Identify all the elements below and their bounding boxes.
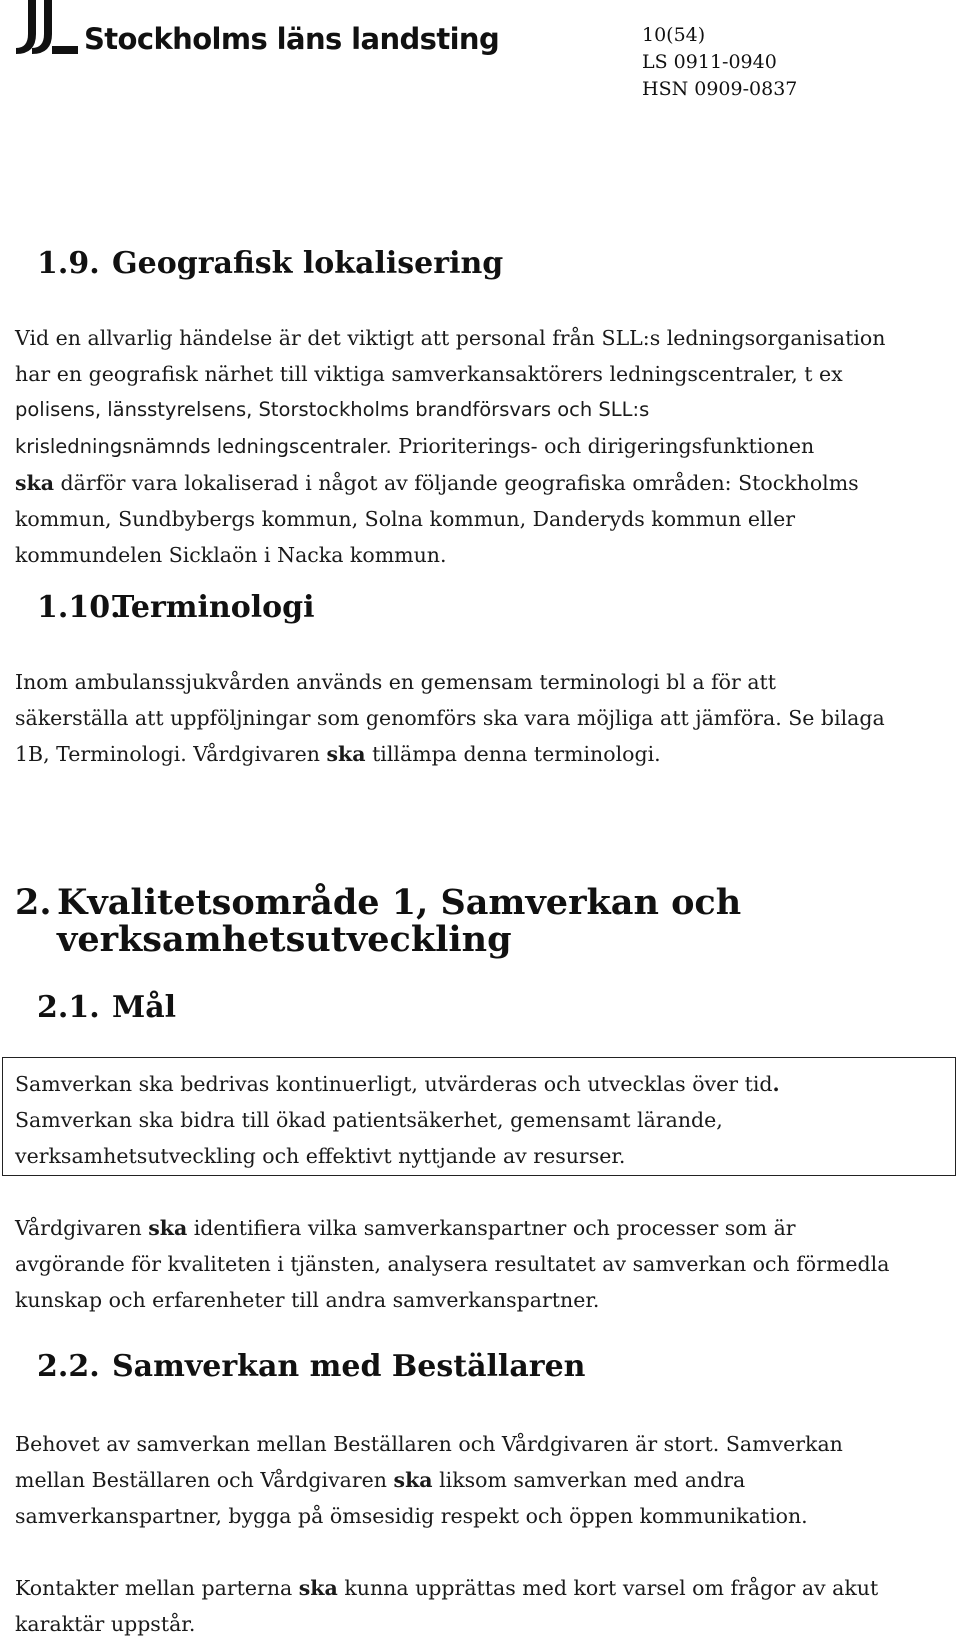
text-line: Samverkan ska bidra till ökad patientsäkerhet, gemensamt lärande, — [15, 1108, 723, 1132]
text-line: har en geografisk närhet till viktiga samverkansaktörers ledningscentraler, t ex — [15, 362, 843, 386]
text-segment: kunna upprättas med kort varsel om frågor av akut — [337, 1576, 879, 1600]
text-segment: därför vara lokaliserad i något av följande geografiska områden: Stockholms — [54, 471, 859, 495]
text-segment: Kontakter mellan parterna — [15, 1576, 299, 1600]
heading-number: 1.10. — [37, 590, 121, 625]
text-line: Inom ambulanssjukvården används en gemensam terminologi bl a för att — [15, 670, 777, 694]
text-segment: Vårdgivaren — [15, 1216, 149, 1240]
text-segment: . — [772, 1072, 780, 1096]
text-line: kommun, Sundbybergs kommun, Solna kommun, Danderyds kommun eller — [15, 507, 796, 531]
heading-number: 2.1. — [37, 990, 100, 1025]
paragraph-1-9 — [15, 320, 945, 573]
paragraph-2-1 — [15, 1210, 945, 1318]
text-line: verksamhetsutveckling och effektivt nyttjande av resurser. — [15, 1144, 626, 1168]
text-line: Behovet av samverkan mellan Beställaren och Vårdgivaren är stort. Samverkan — [15, 1432, 843, 1456]
text-segment: liksom samverkan med andra — [432, 1468, 746, 1492]
text-segment: identifiera vilka samverkanspartner och processer som är — [187, 1216, 796, 1240]
text-line: polisens, länsstyrelsens, Storstockholms brandförsvars och SLL:s — [15, 398, 650, 421]
org-name: Stockholms läns landsting — [84, 22, 500, 56]
text-line: samverkanspartner, bygga på ömsesidig respekt och öppen kommunikation. — [15, 1504, 808, 1528]
heading-title: Geografisk lokalisering — [112, 246, 504, 281]
emphasis-ska: ska — [298, 1576, 338, 1600]
emphasis-ska: ska — [326, 742, 366, 766]
heading-title: Terminologi — [112, 590, 315, 625]
text-line: karaktär uppstår. — [15, 1612, 196, 1636]
text-segment: tillämpa denna terminologi. — [365, 742, 661, 766]
text-line: krisledningsnämnds ledningscentraler. — [15, 435, 392, 458]
text-segment: mellan Beställaren och Vårdgivaren — [15, 1468, 394, 1492]
text-line: avgörande för kvaliteten i tjänsten, analysera resultatet av samverkan och förmedla — [15, 1252, 890, 1276]
paragraph-2-2-a — [15, 1426, 945, 1534]
paragraph-1-10 — [15, 664, 945, 772]
paragraph-2-2-b — [15, 1570, 945, 1642]
text-line: kunskap och erfarenheter till andra samverkanspartner. — [15, 1288, 600, 1312]
emphasis-ska: ska — [148, 1216, 188, 1240]
text-segment: Samverkan ska bedrivas kontinuerligt, utvärderas och utvecklas över tid — [15, 1072, 773, 1096]
heading-title: Samverkan med Beställaren — [112, 1349, 586, 1384]
heading-number: 1.9. — [37, 246, 100, 281]
page-number: 10(54) — [642, 24, 706, 46]
text-segment: 1B, Terminologi. Vårdgivaren — [15, 742, 327, 766]
goal-box-text — [15, 1066, 945, 1174]
emphasis-ska: ska — [393, 1468, 433, 1492]
sll-emblem-icon — [14, 0, 78, 56]
text-segment: Prioriterings- och dirigeringsfunktionen — [391, 434, 815, 458]
text-line: Vid en allvarlig händelse är det viktigt att personal från SLL:s ledningsorganisation — [15, 326, 886, 350]
heading-title-line: verksamhetsutveckling — [57, 919, 512, 960]
heading-title: Mål — [112, 990, 177, 1025]
emphasis-ska: ska — [15, 471, 55, 495]
text-line: kommundelen Sicklaön i Nacka kommun. — [15, 543, 447, 567]
heading-number: 2. — [15, 882, 52, 923]
heading-number: 2.2. — [37, 1349, 100, 1384]
heading-title-line: Kvalitetsområde 1, Samverkan och — [57, 882, 742, 923]
document-info — [642, 22, 797, 103]
sll-logo — [14, 0, 500, 66]
text-line: säkerställa att uppföljningar som genomförs ska vara möjliga att jämföra. Se bilaga — [15, 706, 885, 730]
reference-hsn: HSN 0909-0837 — [642, 78, 798, 100]
reference-ls: LS 0911-0940 — [642, 51, 777, 73]
